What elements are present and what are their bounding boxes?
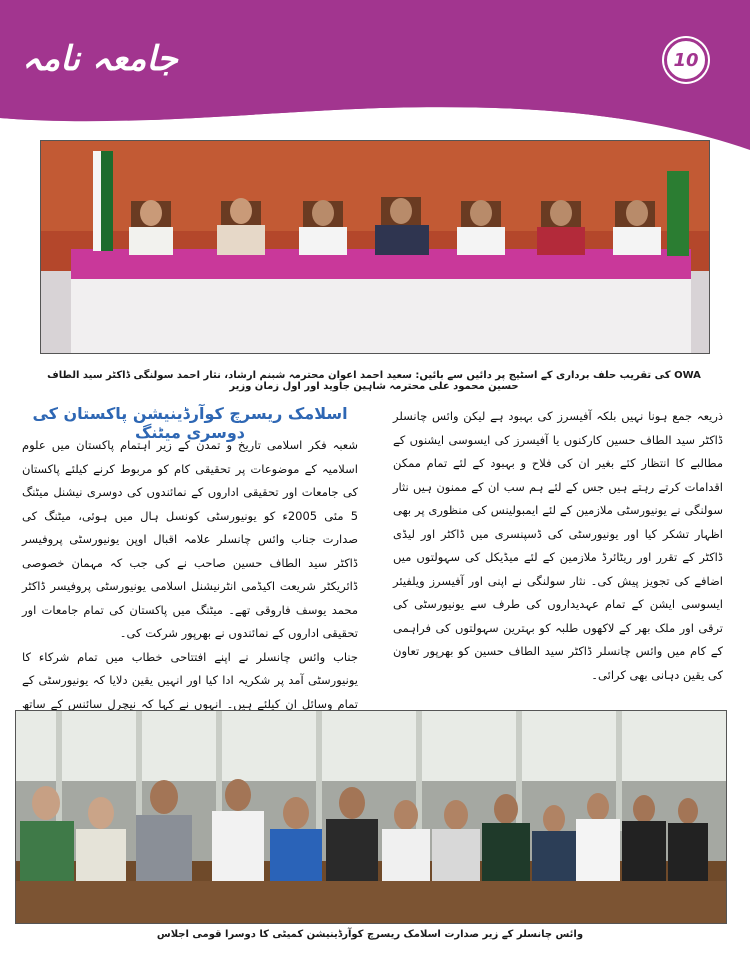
stage-photo-caption: OWA کی تقریب حلف برداری کے اسٹیج پر دائیں سے بائیں: سعید احمد اعوان محترمہ شبنم ارشاد، نثار احمد سولنگی ڈاکٹر سید الطاف حسین محمود علی محترمہ شاہین جاوید اور اول زمان وزیر bbox=[47, 370, 701, 392]
meeting-photo bbox=[15, 710, 727, 924]
brand-logo-text: جامعہ نامہ bbox=[22, 39, 178, 79]
meeting-photo-caption: وائس چانسلر کے زیر صدارت اسلامک ریسرچ کوآرڈینیشن کمیٹی کا دوسرا قومی اجلاس bbox=[156, 929, 584, 940]
article-right-column bbox=[393, 405, 723, 687]
article-title: اسلامک ریسرچ کوآرڈینیشن پاکستان کی دوسری میٹنگ bbox=[32, 404, 348, 442]
article-left-column bbox=[22, 434, 358, 740]
stage-panel-photo bbox=[40, 140, 710, 354]
article-left-paragraph-1: شعبہ فکر اسلامی تاریخ و تمدن کے زیر اہتمام پاکستان میں علوم اسلامیہ کے موضوعات پر تحقیقی کام کو مربوط کرنے کیلئے پاکستان کی جامعات اور تحقیقی اداروں کے نمائندوں کی دوسری نیشنل میٹنگ 5 مئی 2005ء کو یونیورسٹی کونسل ہال میں ہوئی، میٹنگ کی صدارت جناب وائس چانسلر علامہ اقبال اوپن یونیورسٹی پروفیسر ڈاکٹر سید الطاف حسین صاحب نے کی جب کہ مہمان خصوصی ڈائریکٹر شریعت اکیڈمی انٹرنیشنل اسلامی یونیورسٹی پروفیسر ڈاکٹر محمد یوسف فاروقی تھے۔ میٹنگ میں پاکستان کی تمام جامعات اور تحقیقی اداروں کے نمائندوں نے بھرپور شرکت کی۔ bbox=[22, 438, 359, 640]
article-right-paragraph: ذریعہ جمع ہونا نہیں بلکہ آفیسرز کی بہبود ہے لیکن وائس چانسلر ڈاکٹر سید الطاف حسین کارکنوں یا آفیسرز کی ایسوسی ایشنوں کے مطالبے کا انتظار کئے بغیر ان کی فلاح و بہبود کے لئے تمام ممکن اقدامات کرتے رہتے ہیں جس کے لئے ہم سب ان کے ممنون ہیں نثار سولنگی نے یونیورسٹی ملازمین کے لئے ایمبولینس کی منظوری پر بھی اظہار تشکر کیا اور یونیورسٹی کی ڈسپنسری میں ڈاکٹر اور لیڈی ڈاکٹر کے تقرر اور ریٹائرڈ ملازمین کے لئے میڈیکل کی سہولتوں میں اضافے کی تجویز پیش کی۔ نثار سولنگی نے اپنی اور آفیسرز ویلفیئر ایسوسی ایشن کے تمام عہدیداروں کی طرف سے یونیورسٹی کی ترقی اور ملک بھر کے لاکھوں طلبہ کو بہترین سہولتوں کی فراہمی کے کام میں وائس چانسلر ڈاکٹر سید الطاف حسین کو بھرپور تعاون کی یقین دہانی بھی کرائی۔ bbox=[393, 409, 723, 682]
article-left-paragraph-2: جناب وائس چانسلر نے اپنے افتتاحی خطاب میں تمام شرکاء کا یونیورسٹی آمد پر شکریہ ادا کیا اور انہیں یقین دلایا کہ یونیورسٹی کے تمام وسائل ان کیلئے ہیں۔ انہوں نے کہا کہ نیچرل سائنس کے ساتھ bbox=[22, 649, 358, 711]
page-number-badge: 10 bbox=[664, 38, 708, 82]
